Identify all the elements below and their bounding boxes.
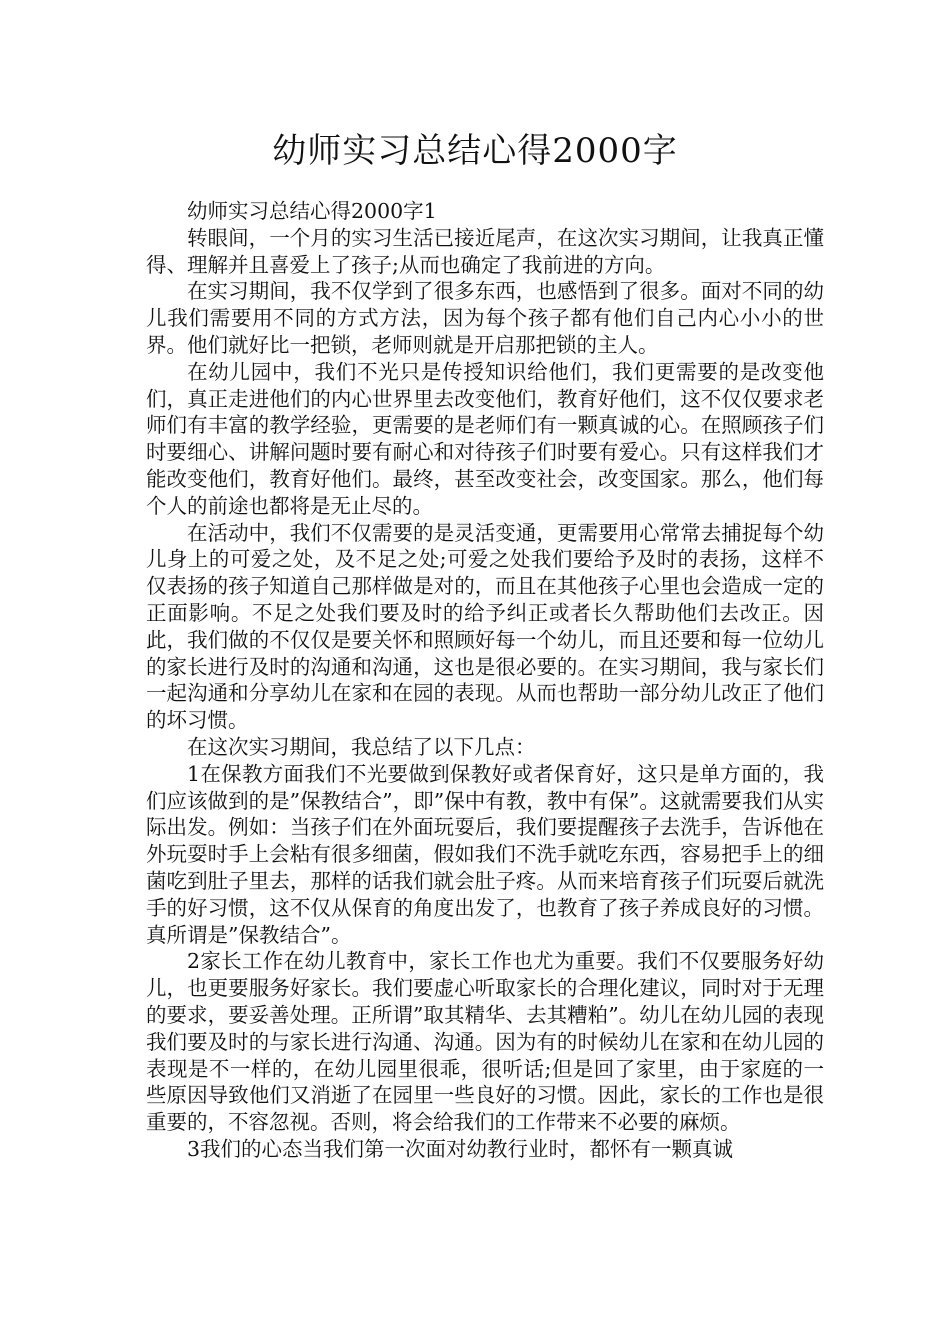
paragraph: 转眼间，一个月的实习生活已接近尾声，在这次实习期间，让我真正懂得、理解并且喜爱上了孩子;从而也确定了我前进的方向。 [146, 225, 824, 277]
paragraph: 在实习期间，我不仅学到了很多东西，也感悟到了很多。面对不同的幼儿我们需要用不同的方式方法，因为每个孩子都有他们自己内心小小的世界。他们就好比一把锁，老师则就是开启那把锁的主人。 [146, 279, 824, 357]
paragraph: 1在保教方面我们不光要做到保教好或者保育好，这只是单方面的，我们应该做到的是”保教结合”，即”保中有教，教中有保”。这就需要我们从实际出发。例如：当孩子们在外面玩耍后，我们要提醒孩子去洗手，告诉他在外玩耍时手上会粘有很多细菌，假如我们不洗手就吃东西，容易把手上的细菌吃到肚子里去，那样的话我们就会肚子疼。从而来培育孩子们玩耍后就洗手的好习惯，这不仅从保育的角度出发了，也教育了孩子养成良好的习惯。真所谓是”保教结合”。 [146, 761, 824, 947]
paragraph: 3我们的心态当我们第一次面对幼教行业时，都怀有一颗真诚 [187, 1136, 734, 1161]
paragraph-section-heading: 幼师实习总结心得2000字1 [187, 199, 437, 223]
paragraph: 在幼儿园中，我们不光只是传授知识给他们，我们更需要的是改变他们，真正走进他们的内心世界里去改变他们，教育好他们，这不仅仅要求老师们有丰富的教学经验，更需要的是老师们有一颗真诚的心。在照顾孩子们时要细心、讲解问题时要有耐心和对待孩子们时要有爱心。只有这样我们才能改变他们，教育好他们。最终，甚至改变社会，改变国家。那么，他们每个人的前途也都将是无止尽的。 [146, 359, 824, 518]
paragraph: 2家长工作在幼儿教育中，家长工作也尤为重要。我们不仅要服务好幼儿，也更要服务好家长。我们要虚心听取家长的合理化建议，同时对于无理的要求，要妥善处理。正所谓”取其精华、去其糟粕”。幼儿在幼儿园的表现我们要及时的与家长进行沟通、沟通。因为有的时候幼儿在家和在幼儿园的表现是不一样的，在幼儿园里很乖，很听话;但是回了家里，由于家庭的一些原因导致他们又消逝了在园里一些良好的习惯。因此，家长的工作也是很重要的，不容忽视。否则，将会给我们的工作带来不必要的麻烦。 [146, 949, 824, 1135]
paragraph: 在这次实习期间，我总结了以下几点： [187, 734, 536, 759]
document-body [146, 198, 824, 1163]
paragraph: 在活动中，我们不仅需要的是灵活变通，更需要用心常常去捕捉每个幼儿身上的可爱之处，及不足之处;可爱之处我们要给予及时的表扬，这样不仅表扬的孩子知道自己那样做是对的，而且在其他孩子心里也会造成一定的正面影响。不足之处我们要及时的给予纠正或者长久帮助他们去改正。因此，我们做的不仅仅是要关怀和照顾好每一个幼儿，而且还要和每一位幼儿的家长进行及时的沟通和沟通，这也是很必要的。在实习期间，我与家长们一起沟通和分享幼儿在家和在园的表现。从而也帮助一部分幼儿改正了他们的坏习惯。 [146, 520, 824, 733]
document-title: 幼师实习总结心得2000字 [272, 131, 678, 171]
